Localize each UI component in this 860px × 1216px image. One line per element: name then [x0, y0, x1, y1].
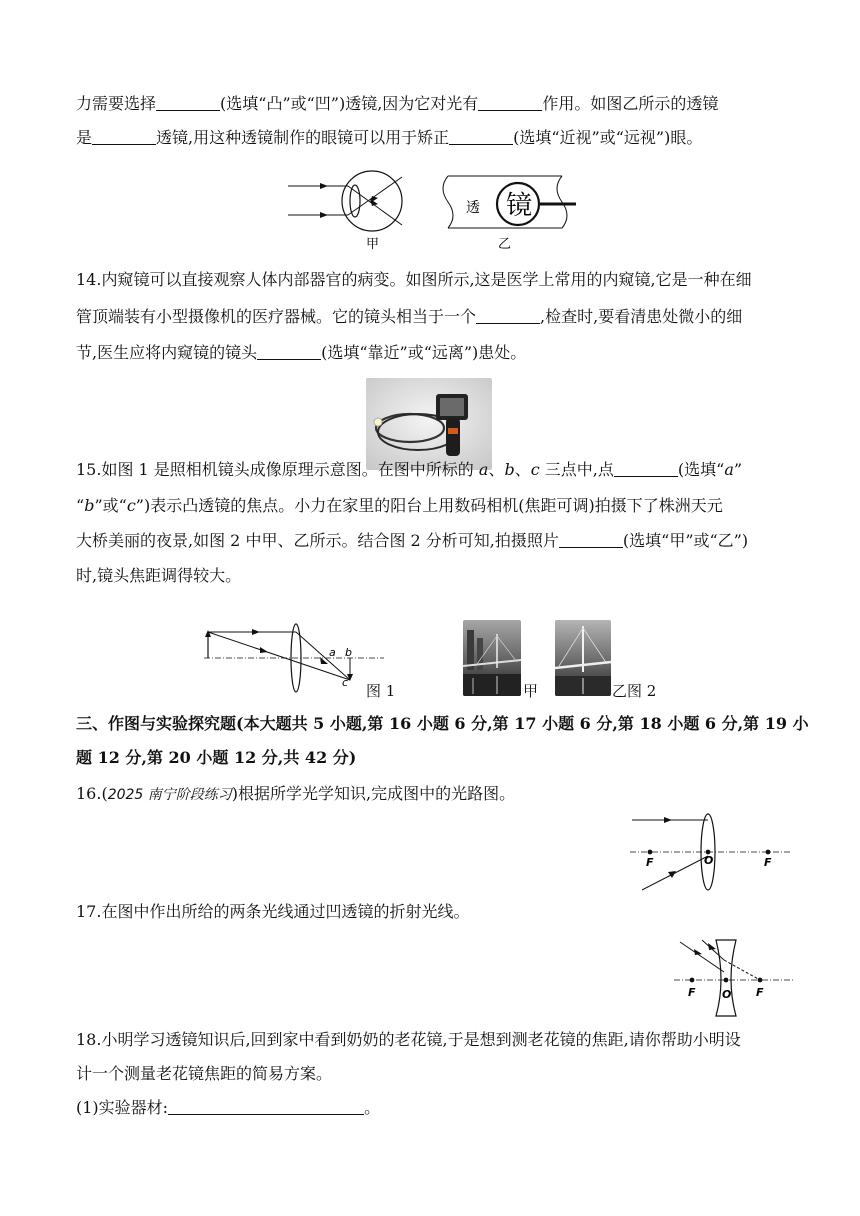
answer-blank[interactable]: [92, 128, 156, 145]
q14-text: 节,医生应将内窥镜的镜头: [76, 343, 258, 362]
fig2-caption-jia: 甲: [523, 682, 539, 700]
night-bridge-photo-jia: [463, 620, 521, 696]
point-a: a: [329, 646, 336, 659]
q13-text: 作用。如图乙所示的透镜: [542, 94, 719, 113]
q15-line-2: “b”或“c”)表示凸透镜的焦点。小力在家里的阳台上用数码相机(焦距可调)拍摄下了株洲天元: [76, 496, 723, 515]
svg-text:F: F: [646, 856, 654, 869]
answer-blank[interactable]: [156, 94, 220, 111]
q15-line-3: 大桥美丽的夜景,如图 2 中甲、乙所示。结合图 2 分析可知,拍摄照片 (选填“甲”或“乙”): [76, 531, 749, 550]
q13-text: (选填“凸”或“凹”)透镜,因为它对光有: [220, 94, 479, 113]
answer-blank[interactable]: [449, 128, 513, 145]
q14-line-2: [76, 307, 742, 327]
q17-text: 17.在图中作出所给的两条光线通过凹透镜的折射光线。: [76, 902, 470, 921]
eye-diagram: [288, 171, 402, 252]
svg-text:O: O: [704, 854, 714, 867]
q13-line-2: [76, 128, 702, 148]
q14-text: ,检查时,要看清患处微小的细: [540, 307, 743, 326]
fig-label-yi: 乙: [498, 237, 512, 252]
q18-item-1: (1)实验器材: 。: [76, 1098, 381, 1117]
night-bridge-photo-yi: [555, 620, 611, 696]
endoscope-photo: [366, 378, 492, 470]
answer-blank[interactable]: [559, 531, 623, 548]
q13-text: (选填“近视”或“远视”)眼。: [513, 128, 703, 147]
svg-text:F: F: [756, 986, 764, 999]
concave-lens-diagram: [672, 936, 796, 1018]
fig-label-jia: 甲: [366, 237, 380, 252]
convex-lens-diagram: [628, 812, 794, 892]
svg-text:F: F: [688, 986, 696, 999]
answer-blank[interactable]: [168, 1098, 364, 1115]
answer-blank[interactable]: [478, 94, 542, 111]
q14-text: 管顶端装有小型摄像机的医疗器械。它的镜头相当于一个: [76, 307, 477, 326]
answer-blank[interactable]: [476, 307, 540, 324]
svg-text:镜: 镜: [506, 191, 533, 221]
lens-diagram: [443, 176, 576, 252]
answer-blank[interactable]: [614, 460, 678, 477]
q14-text: (选填“靠近”或“远离”)患处。: [321, 343, 527, 362]
fig1-caption: 图 1: [366, 682, 396, 700]
svg-text:透: 透: [466, 200, 480, 216]
q13-text: 透镜,用这种透镜制作的眼镜可以用于矫正: [156, 128, 450, 147]
q13-line-1: [76, 94, 718, 114]
q18-line-2: 计一个测量老花镜焦距的简易方案。: [76, 1064, 333, 1083]
fig2-caption-yi: 乙图 2: [612, 682, 657, 700]
point-c: c: [342, 676, 349, 689]
section-3-heading-line-1: 三、作图与实验探究题(本大题共 5 小题,第 16 小题 6 分,第 17 小题 6 分,第 18 小题 6 分,第 19 小: [76, 714, 809, 733]
q13-figure: [284, 168, 584, 254]
section-3-heading-line-2: 题 12 分,第 20 小题 12 分,共 42 分): [76, 748, 357, 767]
svg-text:O: O: [722, 988, 732, 1001]
q14-line-1: [76, 270, 752, 290]
q16-source: 2025 南宁阶段练习: [107, 787, 232, 803]
q15-line-1: 15.如图 1 是照相机镜头成像原理示意图。在图中所标的 a、b、c 三点中,点 (选填“a”: [76, 460, 743, 479]
answer-blank[interactable]: [257, 343, 321, 360]
q14-line-3: [76, 343, 526, 363]
q13-text: 是: [76, 128, 93, 147]
q18-line-1: 18.小明学习透镜知识后,回到家中看到奶奶的老花镜,于是想到测老花镜的焦距,请你帮助小明设: [76, 1030, 741, 1049]
q14-text: 14.内窥镜可以直接观察人体内部器官的病变。如图所示,这是医学上常用的内窥镜,它是一种在细: [76, 270, 752, 289]
point-b: b: [345, 646, 352, 659]
svg-text:F: F: [764, 856, 772, 869]
q13-text: 力需要选择: [76, 94, 157, 113]
q16-text: 16.(2025 南宁阶段练习)根据所学光学知识,完成图中的光路图。: [76, 784, 516, 803]
q15-line-4: 时,镜头焦距调得较大。: [76, 566, 242, 585]
